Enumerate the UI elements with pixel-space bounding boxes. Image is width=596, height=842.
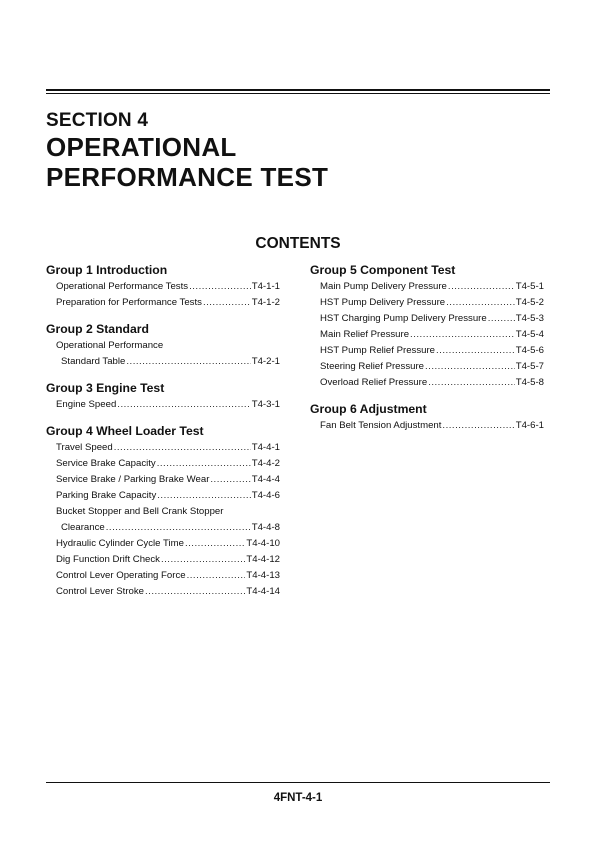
contents-heading: CONTENTS — [255, 235, 341, 252]
entry-page: T4-4-12 — [246, 554, 280, 565]
entry-label: Overload Relief Pressure — [320, 377, 428, 388]
toc-group-2 — [46, 321, 280, 370]
section-title-line1: OPERATIONAL — [46, 132, 237, 162]
toc-entry[interactable] — [310, 279, 544, 295]
group-title: Group 6 Adjustment — [310, 402, 427, 416]
entry-label: Standard Table — [61, 356, 126, 367]
toc-entry[interactable] — [46, 440, 280, 456]
entry-label: Control Lever Stroke — [56, 586, 144, 597]
toc-entry[interactable] — [310, 343, 544, 359]
toc-entry[interactable] — [310, 295, 544, 311]
dot-leader — [161, 552, 245, 568]
dot-leader — [446, 295, 515, 311]
entry-label: Main Pump Delivery Pressure — [320, 281, 447, 292]
entry-label: Travel Speed — [56, 442, 113, 453]
entry-page: T4-5-1 — [515, 281, 544, 292]
group-title: Group 3 Engine Test — [46, 381, 165, 395]
toc-entry[interactable] — [46, 552, 280, 568]
entry-label: Steering Relief Pressure — [320, 361, 424, 372]
dot-leader — [425, 359, 515, 375]
entry-label: Clearance — [61, 522, 105, 533]
entry-page: T4-4-4 — [251, 474, 280, 485]
entry-label: Service Brake Capacity — [56, 458, 156, 469]
group-title: Group 4 Wheel Loader Test — [46, 424, 204, 438]
toc-entry[interactable] — [46, 520, 280, 536]
toc-entry[interactable] — [46, 397, 280, 413]
entry-page: T4-5-3 — [515, 313, 544, 324]
entry-page: T4-4-1 — [251, 442, 280, 453]
entry-label: Parking Brake Capacity — [56, 490, 157, 501]
dot-leader — [106, 520, 251, 536]
entry-label: Operational Performance — [56, 340, 164, 351]
toc-right-column — [310, 262, 544, 444]
toc-entry-continued — [46, 504, 280, 520]
entry-label: Control Lever Operating Force — [56, 570, 186, 581]
toc-entry[interactable] — [46, 295, 280, 311]
dot-leader — [448, 279, 515, 295]
entry-label: Preparation for Performance Tests — [56, 297, 202, 308]
toc-group-4 — [46, 423, 280, 600]
toc-entry[interactable] — [46, 456, 280, 472]
entry-label: Operational Performance Tests — [56, 281, 189, 292]
entry-page: T4-4-2 — [251, 458, 280, 469]
header-rule-thin — [46, 93, 550, 94]
entry-page: T4-5-4 — [515, 329, 544, 340]
header-rule-thick — [46, 89, 550, 91]
page-id: 4FNT-4-1 — [273, 792, 323, 804]
entry-label: HST Pump Relief Pressure — [320, 345, 435, 356]
dot-leader — [189, 279, 251, 295]
entry-page: T4-4-6 — [251, 490, 280, 501]
toc-entry-continued — [46, 338, 280, 354]
entry-page: T4-5-7 — [515, 361, 544, 372]
entry-page: T4-4-8 — [251, 522, 280, 533]
toc-entry[interactable] — [310, 375, 544, 391]
dot-leader — [185, 536, 245, 552]
group-title: Group 1 Introduction — [46, 263, 168, 277]
toc-group-1 — [46, 262, 280, 311]
toc-entry[interactable] — [310, 359, 544, 375]
section-title-line2: PERFORMANCE TEST — [46, 162, 329, 192]
toc-group-3 — [46, 380, 280, 413]
entry-label: Bucket Stopper and Bell Crank Stopper — [56, 506, 224, 517]
entry-page: T4-5-2 — [515, 297, 544, 308]
entry-label: HST Charging Pump Delivery Pressure — [320, 313, 487, 324]
footer-rule — [46, 782, 550, 783]
dot-leader — [210, 472, 250, 488]
entry-page: T4-1-2 — [251, 297, 280, 308]
entry-label: HST Pump Delivery Pressure — [320, 297, 446, 308]
entry-page: T4-5-6 — [515, 345, 544, 356]
toc-entry[interactable] — [46, 584, 280, 600]
toc-entry[interactable] — [46, 536, 280, 552]
entry-page: T4-3-1 — [251, 399, 280, 410]
dot-leader — [157, 456, 251, 472]
entry-page: T4-5-8 — [515, 377, 544, 388]
toc-entry[interactable] — [46, 354, 280, 370]
dot-leader — [203, 295, 251, 311]
dot-leader — [187, 568, 246, 584]
dot-leader — [117, 397, 250, 413]
entry-page: T4-2-1 — [251, 356, 280, 367]
toc-left-column — [46, 262, 280, 610]
entry-page: T4-4-14 — [246, 586, 280, 597]
dot-leader — [442, 418, 514, 434]
group-title: Group 2 Standard — [46, 322, 149, 336]
dot-leader — [114, 440, 251, 456]
toc-entry[interactable] — [46, 568, 280, 584]
dot-leader — [488, 311, 515, 327]
entry-page: T4-4-10 — [246, 538, 280, 549]
entry-page: T4-6-1 — [515, 420, 544, 431]
toc-entry[interactable] — [310, 418, 544, 434]
section-label: SECTION 4 — [46, 110, 149, 131]
dot-leader — [145, 584, 245, 600]
toc-entry[interactable] — [310, 327, 544, 343]
group-title: Group 5 Component Test — [310, 263, 456, 277]
entry-label: Fan Belt Tension Adjustment — [320, 420, 442, 431]
dot-leader — [410, 327, 515, 343]
entry-page: T4-1-1 — [251, 281, 280, 292]
dot-leader — [126, 354, 250, 370]
entry-label: Hydraulic Cylinder Cycle Time — [56, 538, 184, 549]
toc-entry[interactable] — [46, 279, 280, 295]
dot-leader — [436, 343, 515, 359]
toc-entry[interactable] — [310, 311, 544, 327]
toc-group-6 — [310, 401, 544, 434]
dot-leader — [157, 488, 250, 504]
toc-entry[interactable] — [46, 488, 280, 504]
entry-label: Service Brake / Parking Brake Wear — [56, 474, 210, 485]
entry-label: Dig Function Drift Check — [56, 554, 160, 565]
section-title — [46, 132, 328, 192]
toc-entry[interactable] — [46, 472, 280, 488]
entry-label: Main Relief Pressure — [320, 329, 410, 340]
toc-group-5 — [310, 262, 544, 391]
entry-label: Engine Speed — [56, 399, 117, 410]
dot-leader — [428, 375, 515, 391]
entry-page: T4-4-13 — [246, 570, 280, 581]
